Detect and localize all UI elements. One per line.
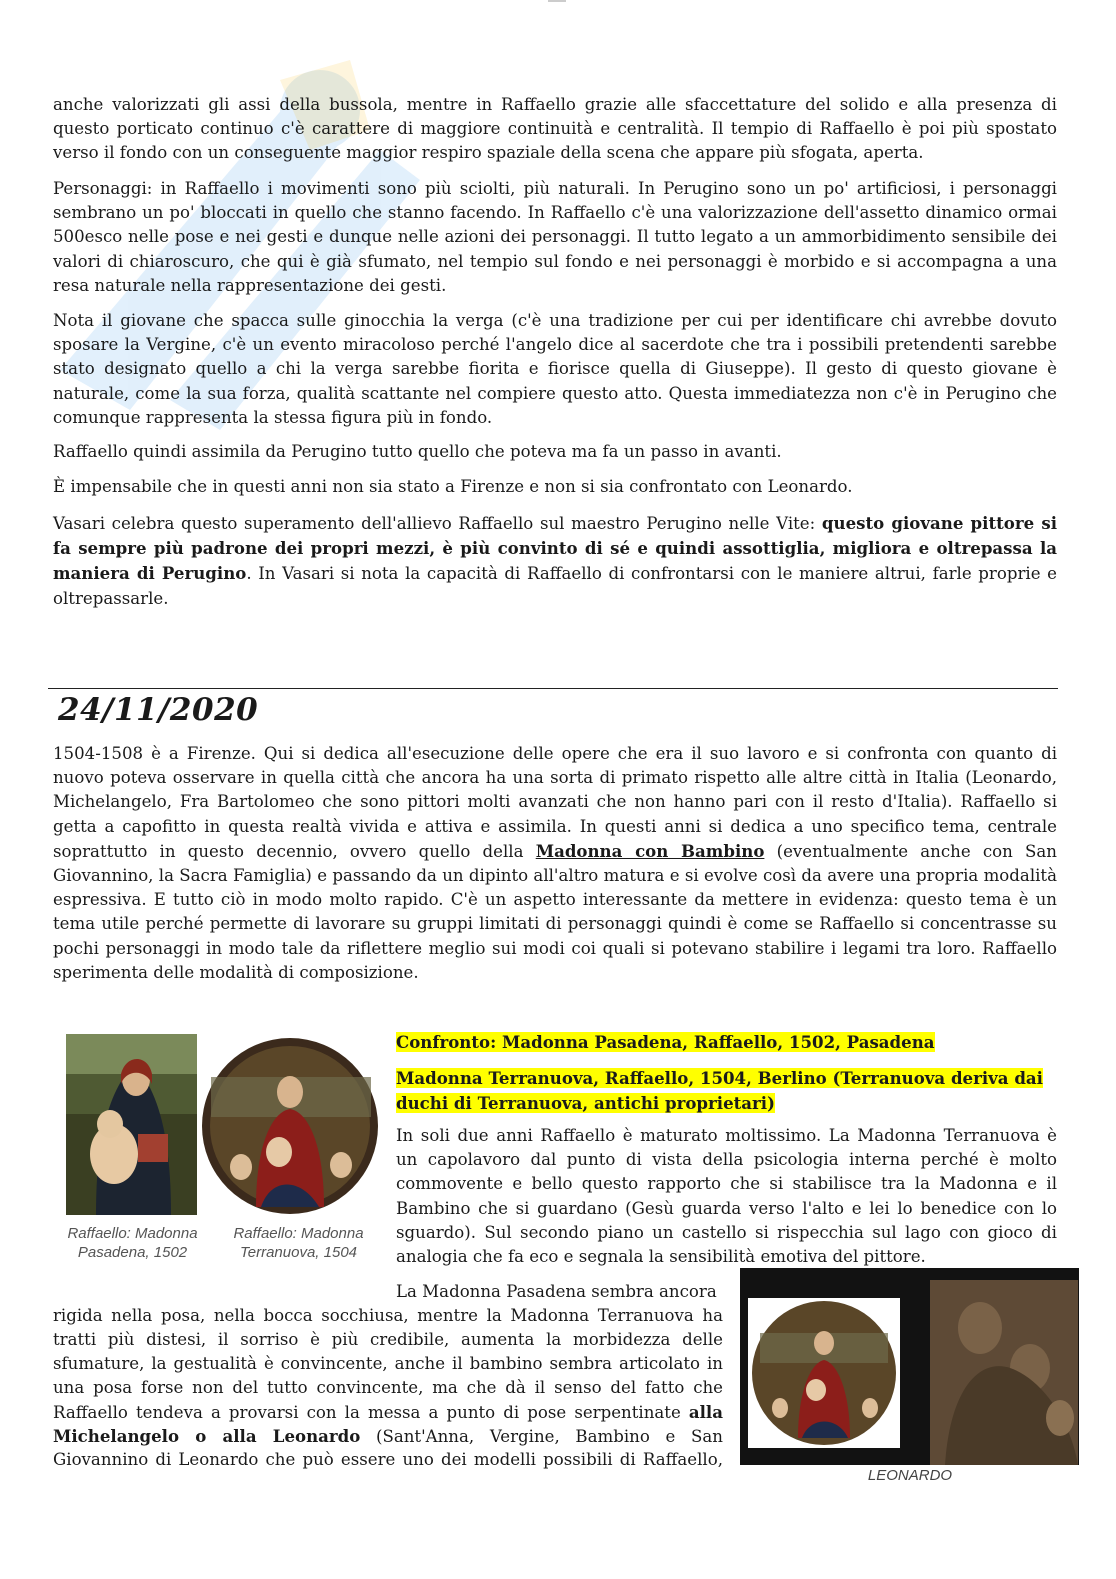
- pasadena-line-1: rigida nella posa, nella bocca socchiusa, mentre la Madonna Terranuova ha: [53, 1306, 723, 1325]
- pasadena-line-6: [53, 1424, 723, 1449]
- pasadena-line-3: sfumature, la gestualità è convincente, anche il bambino sembra articolato in: [53, 1354, 723, 1373]
- firenze-text: 1504-1508 è a Firenze. Qui si dedica all'esecuzione delle opere che era il suo lavoro e si confronta con quanto di nuovo poteva osservare in quella città che ancora ha una sorta di primato rispetto alle altre città in Italia (Leonardo, Michelangelo, Fra Bartolomeo che sono pittori molti avanzati che non hanno pari con il resto d'Italia). Raffaello si getta a capofitto in questa realtà vivida e attiva e assimila. In questi anni si dedica a uno specifico tema, centrale soprattutto in questo decennio, ovvero quello della: [53, 744, 1057, 861]
- confronto-heading-pasadena: [396, 1030, 1057, 1055]
- caption-pasadena: Raffaello: Madonna Pasadena, 1502: [67, 1225, 198, 1261]
- paragraph-florence-leonardo: È impensabile che in questi anni non sia stato a Firenze e non si sia confrontato con Leonardo.: [53, 477, 853, 496]
- caption-leonardo: LEONARDO: [867, 1467, 953, 1484]
- paragraph-characters: Personaggi: in Raffaello i movimenti sono più sciolti, più naturali. In Perugino sono un po' artificiosi, i personaggi sembrano un po' bloccati in quello che stanno facendo. In Raffaello c'è una valorizzazione dell'assetto dinamico ormai 500esco nelle pose e nei gesti e dunque nelle azioni dei personaggi. Il tutto legato a un ammorbidimento sensibile dei valori di chiaroscuro, che qui è già sfumato, nel tempio sul fondo e nei personaggi è morbido e si accompagna a una resa naturale nella rappresentazione dei gesti.: [53, 179, 1057, 295]
- pasadena-line-4: una posa forse non del tutto convincente, ma che dà il senso del fatto che: [53, 1378, 723, 1397]
- paragraph-young-man: Nota il giovane che spacca sulle ginocchia la verga (c'è una tradizione per cui per identificare chi avrebbe dovuto sposare la Vergine, c'è un evento miracoloso perché l'angelo dice al sacerdote che tra i possibili pretendenti sarebbe stato designato quello a chi la verga sarebbe fiorita e fiorisce quella di Giuseppe). Il gesto di questo giovane è naturale, come la sua forza, qualità scattante nel compiere questo atto. Questa immediatezza non c'è in Perugino che comunque rappresenta la stessa figura più in fondo.: [53, 311, 1057, 427]
- pasadena-line-7: Giovannino di Leonardo che può essere uno dei modelli possibili di Raffaello,: [53, 1450, 723, 1469]
- confronto-heading-terranuova: [396, 1066, 1057, 1116]
- pasadena-line-5: [53, 1400, 723, 1425]
- pasadena-line-5-text: Raffaello tendeva a provarsi con la messa a punto di pose serpentinate: [53, 1403, 689, 1422]
- vasari-text: Vasari celebra questo superamento dell'allievo Raffaello sul maestro Perugino nelle Vite:: [53, 514, 822, 533]
- vasari-bold-quote: questo giovane pittore si fa sempre più padrone dei propri mezzi, è più convinto di sé e quindi assottiglia, migliora e oltrepassa la maniera di Perugino: [53, 513, 1057, 584]
- caption-terranuova: Raffaello: Madonna Terranuova, 1504: [233, 1225, 364, 1261]
- paragraph-terranuova: In soli due anni Raffaello è maturato moltissimo. La Madonna Terranuova è un capolavoro dal punto di vista della psicologia interna perché è molto commovente e bello questo rapporto che si stabilisce tra la Madonna e il Bambino che si guardano (Gesù guarda verso l'alto e lei lo benedice con lo sguardo). Sul secondo piano un castello si rispecchia sul lago con gioco di analogia che fa eco e segnala la sensibilità emotiva del pittore.: [396, 1126, 1057, 1267]
- terranuova-highlight: Madonna Terranuova, Raffaello, 1504, Berlino (Terranuova deriva dai duchi di Terranuova, antichi proprietari): [396, 1068, 1043, 1114]
- header-mark: [548, 0, 566, 2]
- confronto-highlight: Confronto: Madonna Pasadena, Raffaello, 1502, Pasadena: [396, 1032, 935, 1052]
- paragraph-firenze: [53, 742, 1057, 985]
- lesson-date-heading: 24/11/2020: [58, 692, 259, 728]
- vasari-text-after: . In Vasari si nota la capacità di Raffaello di confrontarsi con le maniere altrui, farle proprie e oltrepassarle.: [53, 564, 1057, 608]
- leonardo-comparison-image: [740, 1268, 1079, 1465]
- paragraph-assimilation: Raffaello quindi assimila da Perugino tutto quello che poteva ma fa un passo in avanti.: [53, 442, 782, 461]
- paragraph-architecture: anche valorizzati gli assi della bussola, mentre in Raffaello grazie alle sfaccettature del solido e alla presenza di questo porticato continuo c'è carattere di maggiore continuità e centralità. Il tempio di Raffaello è poi più spostato verso il fondo con un conseguente maggior respiro spaziale della scena che appare più sfogata, aperta.: [53, 95, 1057, 163]
- pasadena-line-2: tratti più distesi, il sorriso è più credibile, aumenta la morbidezza delle: [53, 1330, 723, 1349]
- pasadena-bold-michelangelo-leonardo: Michelangelo o alla Leonardo: [53, 1426, 361, 1446]
- section-divider: [48, 688, 1058, 689]
- pasadena-bold-alla: alla: [688, 1402, 723, 1422]
- madonna-pasadena-painting: [66, 1034, 197, 1215]
- paragraph-vasari: [53, 511, 1057, 611]
- madonna-terranuova-painting: [201, 1037, 379, 1215]
- firenze-text-after: (eventualmente anche con San Giovannino, la Sacra Famiglia) e passando da un dipinto all'altro matura e si evolve così da avere una propria modalità espressiva. E tutto ciò in modo molto rapido. C'è un aspetto interessante da mettere in evidenza: questo tema è un tema utile perché permette di lavorare su gruppi limitati di personaggi quindi è come se Raffaello si concentrasse su pochi personaggi in modo tale da riflettere meglio sui modi coi quali si potevano stabilire i legami tra loro. Raffaello sperimenta delle modalità di composizione.: [53, 841, 1057, 982]
- pasadena-line-6-text: (Sant'Anna, Vergine, Bambino e San: [360, 1427, 723, 1446]
- pasadena-first-line: La Madonna Pasadena sembra ancora: [396, 1282, 717, 1301]
- madonna-con-bambino-underlined: Madonna con Bambino: [535, 840, 765, 861]
